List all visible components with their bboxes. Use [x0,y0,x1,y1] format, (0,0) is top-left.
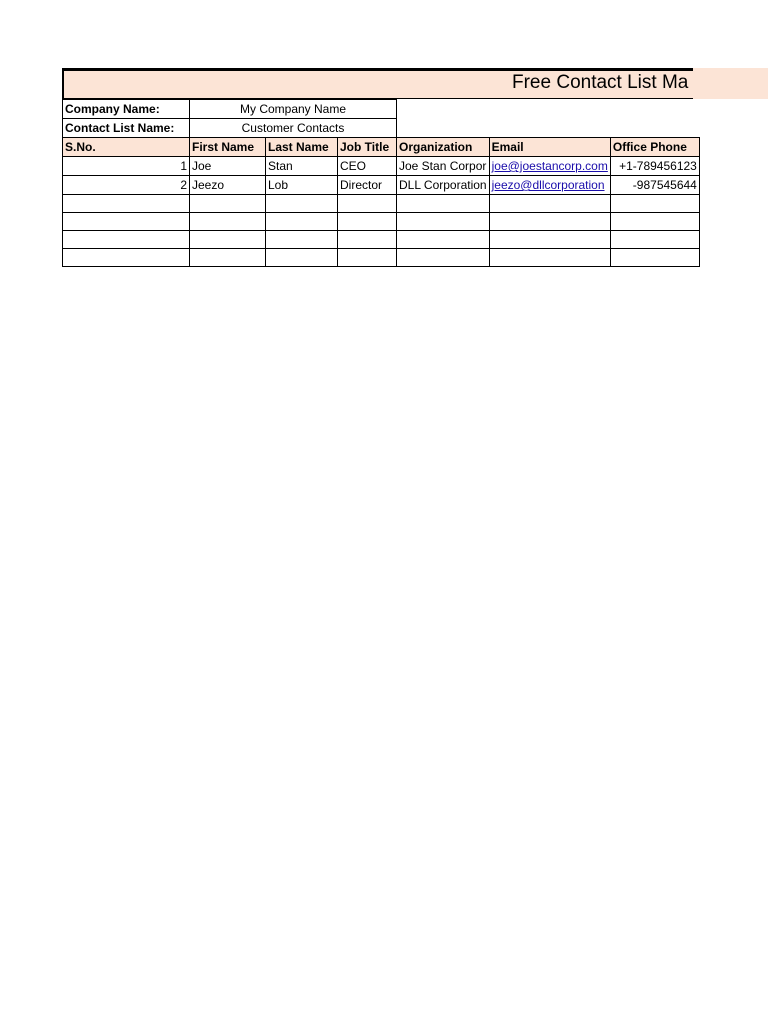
email-link[interactable]: jeezo@dllcorporation [491,178,605,192]
header-office-phone[interactable]: Office Phone [610,138,699,157]
cell-last-name[interactable]: Stan [266,157,338,176]
company-name-value[interactable]: My Company Name [190,100,397,119]
empty-cell[interactable] [266,195,338,213]
cell-sno[interactable]: 1 [63,157,190,176]
cell-office-phone[interactable]: +1-789456123 [610,157,699,176]
cell-email[interactable] [489,176,610,195]
empty-cell[interactable] [266,213,338,231]
cell-email[interactable] [489,157,610,176]
empty-cell[interactable] [610,195,699,213]
empty-cell[interactable] [397,249,490,267]
empty-cell[interactable] [397,231,490,249]
empty-cell[interactable] [338,231,397,249]
empty-cell[interactable] [63,195,190,213]
company-name-label[interactable]: Company Name: [63,100,190,119]
empty-cell[interactable] [489,213,610,231]
header-organization[interactable]: Organization [397,138,490,157]
empty-row [63,249,700,267]
title-top-border [62,68,693,71]
empty-cell [397,119,700,138]
cell-office-phone[interactable]: -987545644 [610,176,699,195]
column-header-row [63,138,700,157]
empty-cell[interactable] [190,231,266,249]
empty-cell[interactable] [610,231,699,249]
empty-cell[interactable] [397,213,490,231]
cell-job-title[interactable]: Director [338,176,397,195]
empty-row [63,195,700,213]
contact-list-name-value[interactable]: Customer Contacts [190,119,397,138]
header-job-title[interactable]: Job Title [338,138,397,157]
empty-cell[interactable] [338,249,397,267]
contact-list-name-row [63,119,700,138]
cell-organization[interactable]: DLL Corporation [397,176,490,195]
empty-cell[interactable] [489,249,610,267]
company-name-row [63,100,700,119]
title-band [62,68,768,99]
empty-cell[interactable] [610,213,699,231]
header-email[interactable]: Email [489,138,610,157]
empty-cell[interactable] [489,195,610,213]
title-left-border [62,68,64,99]
empty-row [63,231,700,249]
email-link[interactable]: joe@joestancorp.com [491,159,608,173]
empty-cell[interactable] [190,213,266,231]
empty-row [63,213,700,231]
header-sno[interactable]: S.No. [63,138,190,157]
header-first-name[interactable]: First Name [190,138,266,157]
table-row [63,157,700,176]
empty-cell[interactable] [190,195,266,213]
contact-table [62,99,700,267]
sheet-title: Free Contact List Ma [512,72,689,93]
contact-list-name-label[interactable]: Contact List Name: [63,119,190,138]
cell-first-name[interactable]: Joe [190,157,266,176]
cell-first-name[interactable]: Jeezo [190,176,266,195]
empty-cell[interactable] [338,213,397,231]
empty-cell[interactable] [63,213,190,231]
empty-cell[interactable] [266,249,338,267]
cell-sno[interactable]: 2 [63,176,190,195]
empty-cell[interactable] [610,249,699,267]
empty-cell[interactable] [63,231,190,249]
cell-organization[interactable]: Joe Stan Corpor [397,157,490,176]
empty-cell [397,100,700,119]
empty-cell[interactable] [397,195,490,213]
cell-last-name[interactable]: Lob [266,176,338,195]
empty-cell[interactable] [489,231,610,249]
table-row [63,176,700,195]
empty-cell[interactable] [338,195,397,213]
empty-cell[interactable] [63,249,190,267]
header-last-name[interactable]: Last Name [266,138,338,157]
cell-job-title[interactable]: CEO [338,157,397,176]
empty-cell[interactable] [190,249,266,267]
empty-cell[interactable] [266,231,338,249]
